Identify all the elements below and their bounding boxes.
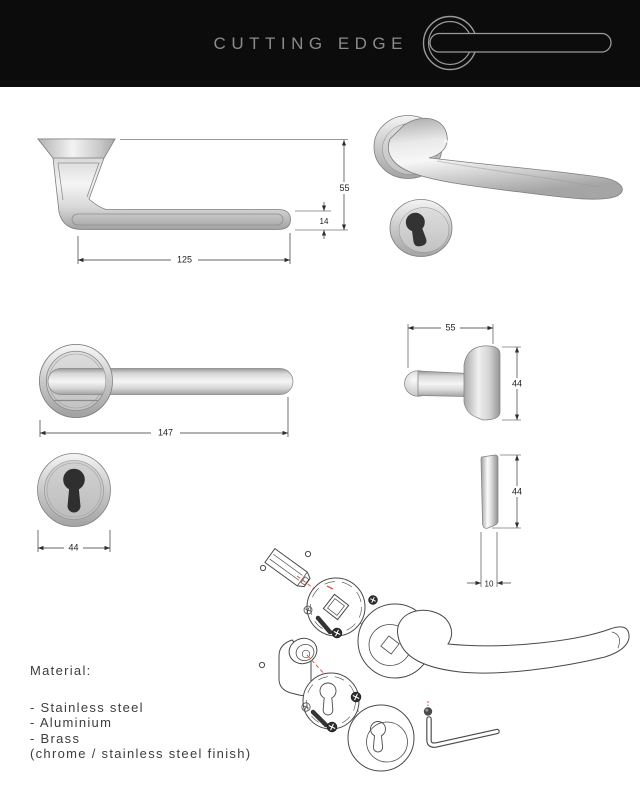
lever-front xyxy=(48,369,293,395)
rose-profile xyxy=(464,346,500,420)
small-screw-icon xyxy=(259,662,264,667)
dim-label-escutcheon-side-height: 44 xyxy=(511,486,523,497)
material-item: - Stainless steel xyxy=(30,699,144,715)
lever-3d xyxy=(388,118,622,199)
dim-label-projection-depth: 55 xyxy=(445,322,456,333)
allen-key-icon xyxy=(429,719,497,745)
dim-projection-rose xyxy=(502,347,526,420)
dim-side-thickness xyxy=(295,202,331,239)
screw-icon-black xyxy=(327,722,337,732)
escutcheon-front-drawing xyxy=(38,454,111,553)
screw-icon-black xyxy=(369,596,378,605)
screw-icon-black xyxy=(351,692,361,702)
header-banner xyxy=(0,0,640,87)
dim-label-projection-rose: 44 xyxy=(511,378,523,389)
small-screw-icon xyxy=(260,565,265,570)
material-section xyxy=(30,663,251,762)
exploded-assembly-diagram xyxy=(259,549,629,771)
render-3d-escutcheon xyxy=(390,200,452,257)
material-finish-note: (chrome / stainless steel finish) xyxy=(30,746,252,761)
dim-label-side-height: 55 xyxy=(339,183,350,193)
grub-screw-icon xyxy=(424,707,432,715)
front-view-drawing xyxy=(40,345,294,439)
escutcheon-side-drawing xyxy=(467,455,526,589)
handle-outline-part xyxy=(398,610,630,673)
render-3d-handle xyxy=(374,116,622,257)
side-view-drawing xyxy=(38,139,353,265)
brand-title: CUTTING EDGE xyxy=(213,33,408,53)
dim-label-side-length: 125 xyxy=(176,254,193,265)
material-title: Material: xyxy=(30,663,92,678)
escutcheon-profile xyxy=(481,455,498,528)
door-handle-outline-icon xyxy=(422,13,618,75)
dim-side-length xyxy=(78,233,290,265)
dim-label-escutcheon-side-thickness: 10 xyxy=(484,579,494,589)
small-screw-icon xyxy=(305,551,310,556)
screw-icon-black xyxy=(332,628,342,638)
dim-escutcheon-diameter xyxy=(38,530,110,553)
projection-view-drawing xyxy=(405,322,527,420)
dim-label-front-length: 147 xyxy=(157,427,174,438)
material-item: - Brass xyxy=(30,730,81,746)
dim-label-escutcheon-diameter: 44 xyxy=(68,542,79,553)
material-item: - Aluminium xyxy=(30,715,113,730)
dim-escutcheon-side-thickness xyxy=(467,532,511,589)
dim-label-side-thickness: 14 xyxy=(319,217,329,226)
escutcheon-cover-part xyxy=(348,705,414,771)
